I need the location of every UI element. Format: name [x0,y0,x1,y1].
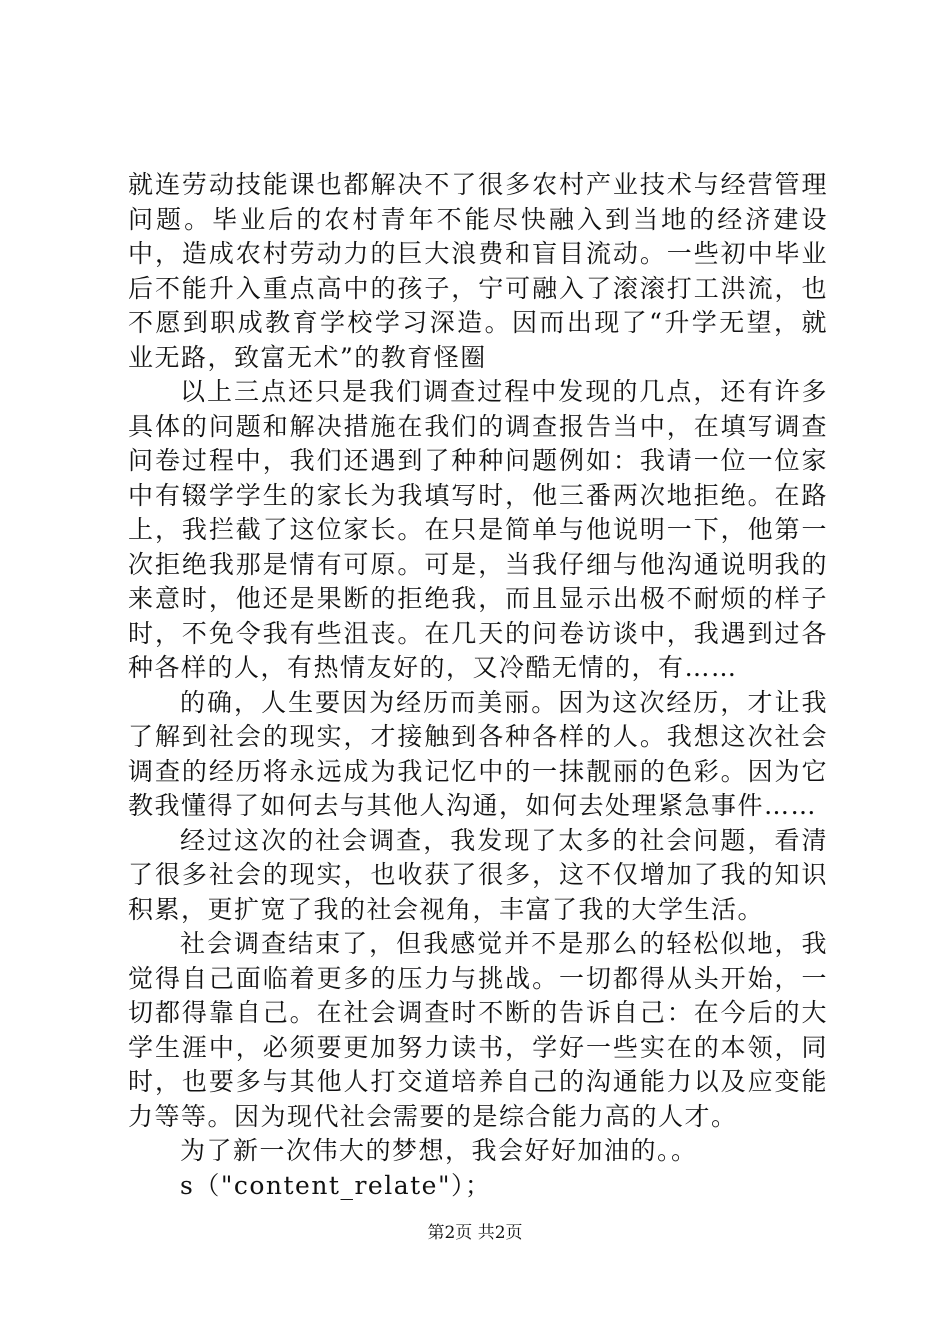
page-number-footer: 第2页 共2页 [427,1223,523,1243]
paragraph-experience: 的确，人生要因为经历而美丽。因为这次经历，才让我了解到社会的现实，才接触到各种各样的人。我想这次社会调查的经历将永远成为我记忆中的一抹靓丽的色彩。因为它教我懂得了如何去与其他人沟通，如何去处理紧急事件…… [128,687,828,820]
paragraph-continued: 就连劳动技能课也都解决不了很多农村产业技术与经营管理问题。毕业后的农村青年不能尽快融入到当地的经济建设中，造成农村劳动力的巨大浪费和盲目流动。一些初中毕业后不能升入重点高中的孩子，宁可融入了滚滚打工洪流，也不愿到职成教育学校学习深造。因而出现了“升学无望，就业无路，致富无术”的教育怪圈 [128,170,828,372]
paragraph-dream: 为了新一次伟大的梦想，我会好好加油的。。 [180,1136,698,1165]
document-body [128,168,828,1203]
paragraph-social-issues: 经过这次的社会调查，我发现了太多的社会问题，看清了很多社会的现实，也收获了很多，这不仅增加了我的知识积累，更扩宽了我的社会视角，丰富了我的大学生活。 [128,825,828,924]
paragraph-survey-problems: 以上三点还只是我们调查过程中发现的几点，还有许多具体的问题和解决措施在我们的调查报告当中，在填写调查问卷过程中，我们还遇到了种种问题例如：我请一位一位家中有辍学学生的家长为我填写时，他三番两次地拒绝。在路上，我拦截了这位家长。在只是简单与他说明一下，他第一次拒绝我那是情有可原。可是，当我仔细与他沟通说明我的来意时，他还是果断的拒绝我，而且显示出极不耐烦的样子时，不免令我有些沮丧。在几天的问卷访谈中，我遇到过各种各样的人，有热情友好的，又冷酷无情的，有…… [128,377,828,682]
paragraph-conclusion: 社会调查结束了，但我感觉并不是那么的轻松似地，我觉得自己面临着更多的压力与挑战。一切都得从头开始，一切都得靠自己。在社会调查时不断的告诉自己：在今后的大学生涯中，必须要更加努力读书，学好一些实在的本领，同时，也要多与其他人打交道培养自己的沟通能力以及应变能力等等。因为现代社会需要的是综合能力高的人才。 [128,929,828,1131]
paragraph-code-residue: s（"content_relate"）； [180,1170,492,1200]
